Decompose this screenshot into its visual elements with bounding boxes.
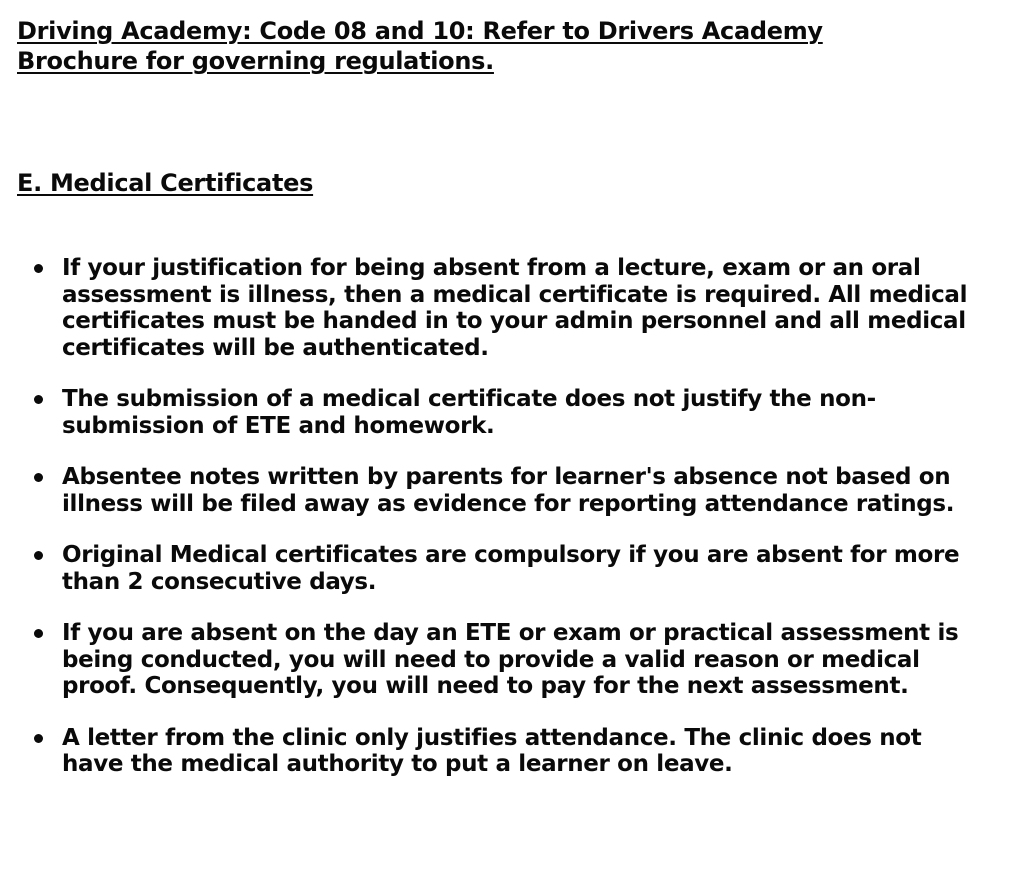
list-item [0,464,1000,517]
list-item-text: A letter from the clinic only justifies attendance. The clinic does not have the medical authority to put a learner on leave. [62,724,922,777]
medical-certificate-rules-list [0,255,1000,803]
section-title: E. Medical Certificates [17,169,314,197]
list-item-text: If you are absent on the day an ETE or exam or practical assessment is being conducted, you will need to provide a valid reason or medical proof. Consequently, you will need to pay for the next assessment. [62,620,959,699]
bullet-icon [34,629,43,638]
list-item [0,255,1000,361]
list-item-text: Original Medical certificates are compulsory if you are absent for more than 2 consecutive days. [62,542,960,595]
list-item-text: If your justification for being absent from a lecture, exam or an oral assessment is illness, then a medical certificate is required. All medical certificates must be handed in to your admin personnel and all medical certificates will be authenticated. [62,255,968,361]
driving-academy-heading [17,16,917,76]
list-item-text: The submission of a medical certificate does not justify the non-submission of ETE and homework. [62,386,876,439]
bullet-icon [34,264,43,273]
bullet-icon [34,473,43,482]
heading-line-2: Brochure for governing regulations. [17,47,494,75]
list-item [0,542,1000,595]
bullet-icon [34,395,43,404]
bullet-icon [34,734,43,743]
list-item [0,620,1000,700]
heading-line-1: Driving Academy: Code 08 and 10: Refer to Drivers Academy [17,17,823,45]
list-item [0,725,1000,778]
list-item-text: Absentee notes written by parents for learner's absence not based on illness will be filed away as evidence for reporting attendance ratings. [62,464,955,517]
list-item [0,386,1000,439]
bullet-icon [34,551,43,560]
